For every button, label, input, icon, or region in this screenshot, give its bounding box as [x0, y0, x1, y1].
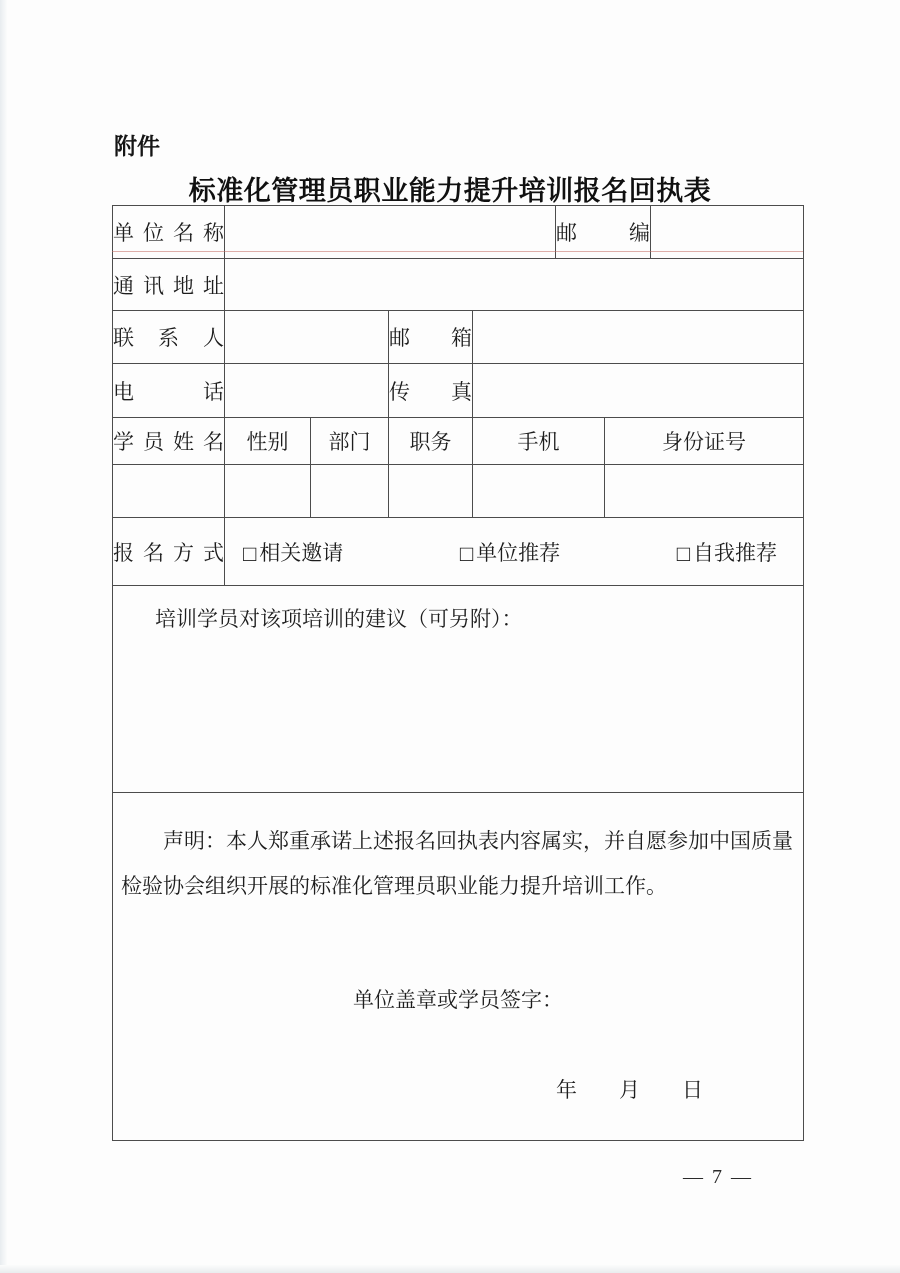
department-value-cell — [311, 465, 389, 518]
fax-value-cell — [473, 364, 804, 418]
registration-options-cell — [225, 518, 804, 586]
declaration-row — [113, 793, 804, 1141]
signature-label: 单位盖章或学员签字： — [353, 988, 563, 1012]
unit-name-label: 单位名称 — [113, 221, 224, 245]
id-number-header-cell: 身份证号 — [605, 418, 804, 465]
checkbox-icon: □ — [243, 540, 257, 566]
trainee-entry-row — [113, 465, 804, 518]
checkbox-icon: □ — [459, 540, 474, 566]
registration-method-label-cell — [113, 518, 225, 586]
trainee-name-value-cell — [113, 465, 225, 518]
fax-label-cell — [389, 364, 473, 418]
contact-label: 联 系 人 — [113, 326, 224, 350]
table-row — [113, 311, 804, 364]
phone-value-cell — [225, 364, 389, 418]
attachment-label: 附件 — [114, 133, 160, 159]
mobile-value-cell — [473, 465, 605, 518]
id-number-value-cell — [605, 465, 804, 518]
mobile-header-cell: 手机 — [473, 418, 605, 465]
email-label-cell — [389, 311, 473, 364]
page-number: — 7 — — [683, 1166, 753, 1188]
checkbox-icon: □ — [676, 540, 690, 566]
postal-code-label: 邮 编 — [556, 221, 650, 245]
contact-label-cell — [113, 311, 225, 364]
position-value-cell — [389, 465, 473, 518]
suggestion-cell — [113, 586, 804, 793]
phone-label: 电 话 — [113, 379, 224, 404]
address-label-cell — [113, 259, 225, 311]
declaration-text: 声明：本人郑重承诺上述报名回执表内容属实，并自愿参加中国质量检验协会组织开展的标准化管理员职业能力提升培训工作。 — [121, 829, 793, 898]
registration-method-label: 报名方式 — [113, 540, 224, 565]
option-invited — [243, 537, 343, 567]
option-invited-label: 相关邀请 — [259, 540, 344, 565]
contact-value-cell — [225, 311, 389, 364]
page-title: 标准化管理员职业能力提升培训报名回执表 — [188, 176, 712, 206]
option-self-recommended-label: 自我推荐 — [692, 540, 777, 565]
declaration-cell — [113, 793, 804, 1141]
registration-form-table — [112, 205, 804, 1141]
position-header-cell: 职务 — [389, 418, 473, 465]
department-header-cell: 部门 — [311, 418, 389, 465]
table-row — [113, 364, 804, 418]
address-value-cell — [225, 259, 804, 311]
trainee-name-header-cell — [113, 418, 225, 465]
page-edge-bottom — [0, 1265, 900, 1273]
registration-method-row — [113, 518, 804, 586]
table-row — [113, 259, 804, 311]
phone-label-cell — [113, 364, 225, 418]
option-self-recommended — [677, 537, 777, 567]
gender-value-cell — [225, 465, 311, 518]
gender-header-cell: 性别 — [225, 418, 311, 465]
scan-artifact-line — [112, 251, 803, 252]
option-unit-recommended — [460, 537, 560, 567]
registration-options — [225, 537, 803, 567]
email-label: 邮 箱 — [389, 326, 472, 350]
trainee-name-header: 学员姓名 — [113, 430, 224, 454]
suggestion-label: 培训学员对该项培训的建议（可另附）： — [155, 607, 523, 631]
date-line: 年 月 日 — [556, 1078, 703, 1102]
address-label: 通讯地址 — [113, 273, 224, 298]
trainee-header-row — [113, 418, 804, 465]
suggestion-row — [113, 586, 804, 793]
option-unit-recommended-label: 单位推荐 — [476, 540, 561, 565]
fax-label: 传 真 — [389, 379, 472, 404]
email-value-cell — [473, 311, 804, 364]
